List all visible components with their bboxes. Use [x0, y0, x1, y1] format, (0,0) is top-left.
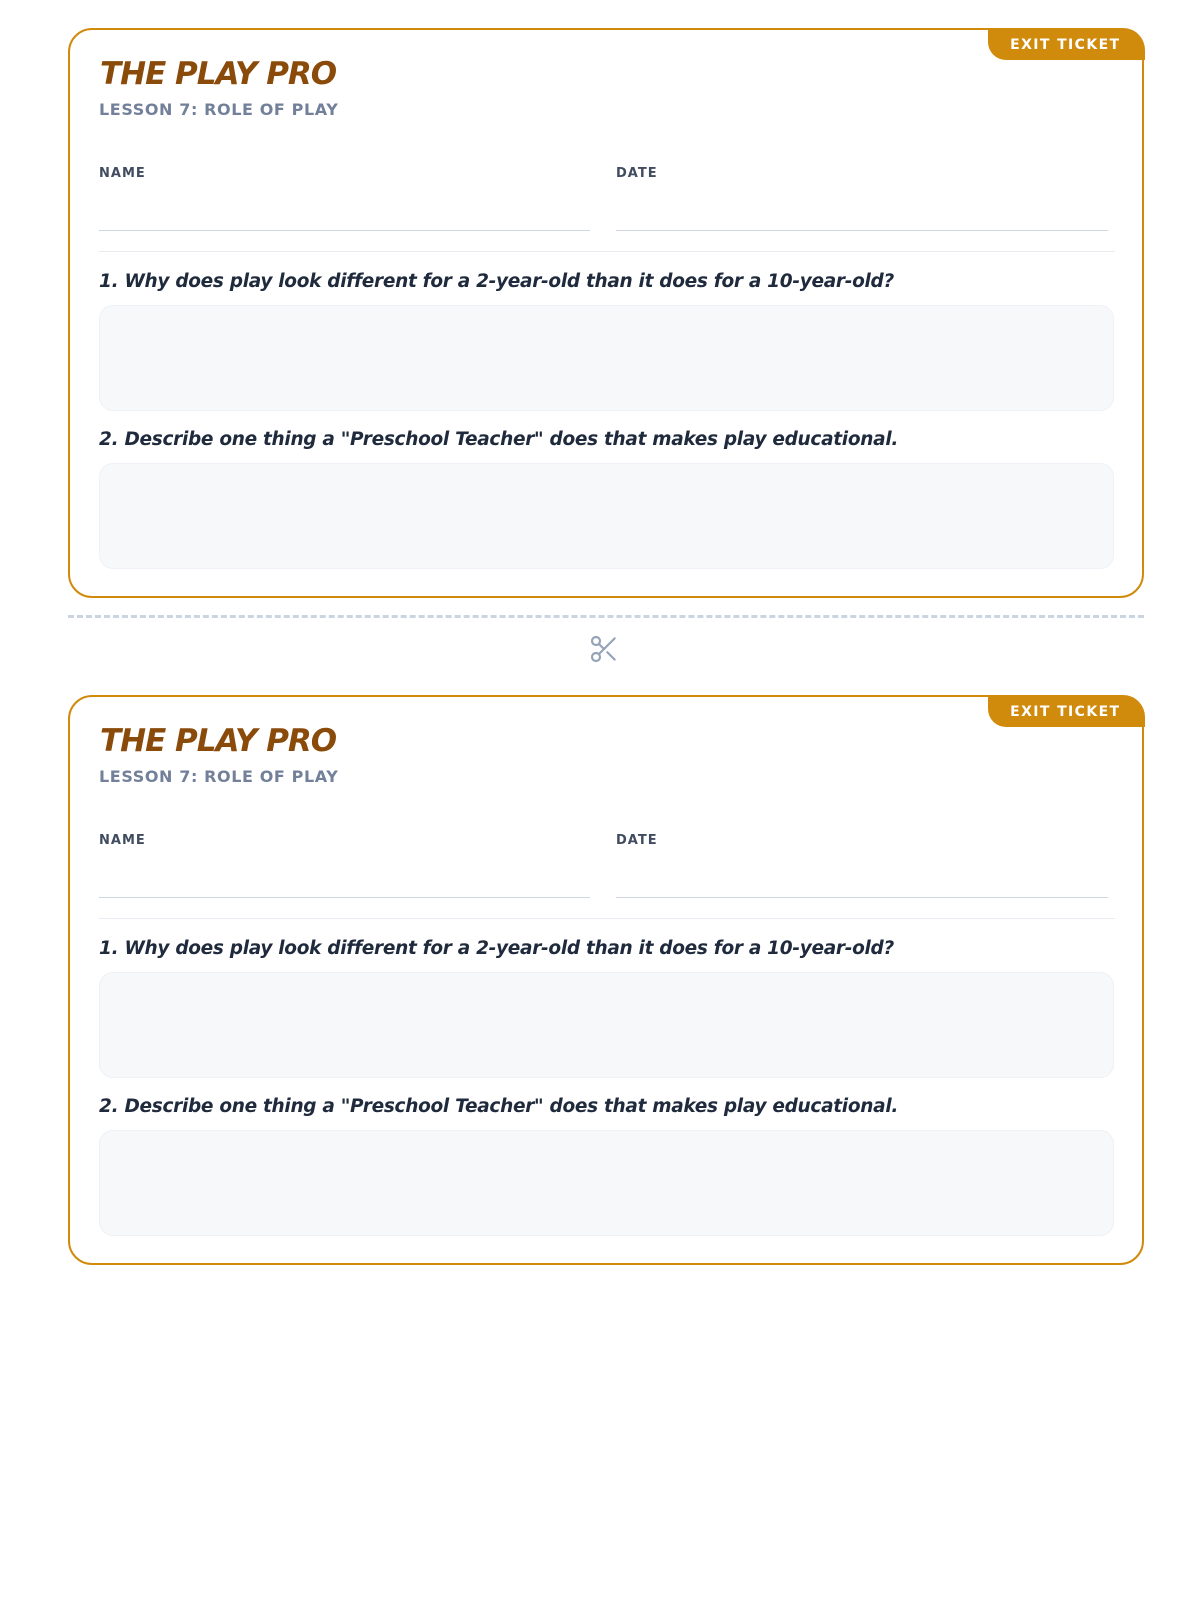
- date-label: DATE: [616, 166, 658, 181]
- question-2: 2. Describe one thing a "Preschool Teacher" does that makes play educational.: [99, 1096, 899, 1117]
- lesson-subtitle: LESSON 7: ROLE OF PLAY: [99, 767, 339, 786]
- exit-ticket-badge: EXIT TICKET: [988, 695, 1144, 727]
- divider: [99, 251, 1115, 252]
- exit-ticket-badge: EXIT TICKET: [988, 28, 1144, 60]
- question-2: 2. Describe one thing a "Preschool Teacher" does that makes play educational.: [99, 429, 899, 450]
- ticket-title: THE PLAY PRO: [100, 723, 337, 759]
- question-1: 1. Why does play look different for a 2-year-old than it does for a 10-year-old?: [99, 271, 894, 292]
- scissors-icon: [588, 633, 620, 665]
- date-field[interactable]: [616, 897, 1108, 898]
- exit-ticket: [68, 695, 1144, 1265]
- name-label: NAME: [99, 166, 146, 181]
- answer-box-2[interactable]: [99, 1130, 1114, 1236]
- cut-line: [68, 615, 1144, 618]
- answer-box-2[interactable]: [99, 463, 1114, 569]
- name-field[interactable]: [99, 897, 590, 898]
- date-label: DATE: [616, 833, 658, 848]
- date-field[interactable]: [616, 230, 1108, 231]
- name-field[interactable]: [99, 230, 590, 231]
- divider: [99, 918, 1115, 919]
- answer-box-1[interactable]: [99, 972, 1114, 1078]
- answer-box-1[interactable]: [99, 305, 1114, 411]
- question-1: 1. Why does play look different for a 2-year-old than it does for a 10-year-old?: [99, 938, 894, 959]
- exit-ticket: [68, 28, 1144, 598]
- ticket-title: THE PLAY PRO: [100, 56, 337, 92]
- lesson-subtitle: LESSON 7: ROLE OF PLAY: [99, 100, 339, 119]
- name-label: NAME: [99, 833, 146, 848]
